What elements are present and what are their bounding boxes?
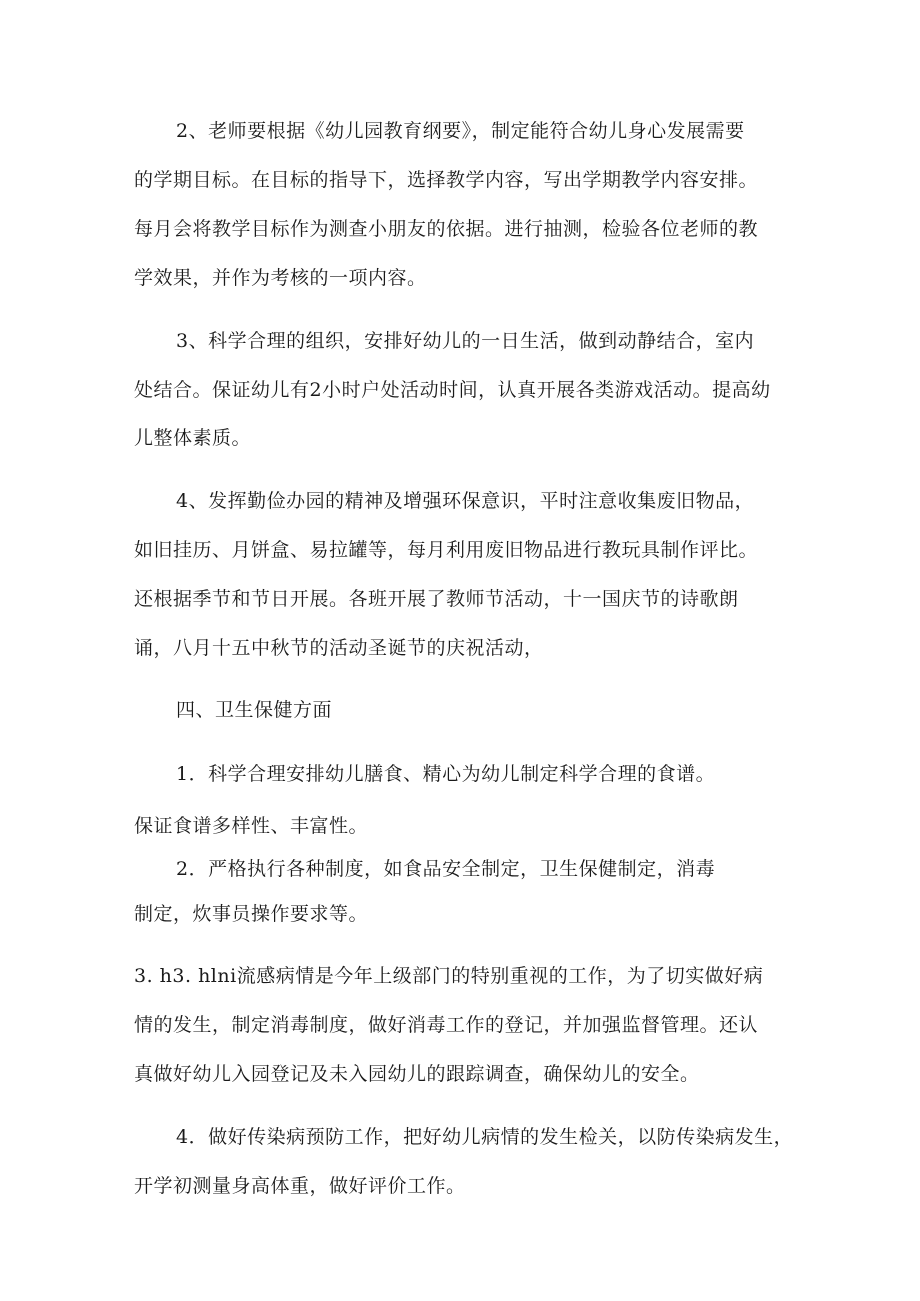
paragraph-line: 3、科学合理的组织，安排好幼儿的一日生活，做到动静结合，室内 (176, 330, 755, 352)
paragraph-line: 2．严格执行各种制度，如食品安全制定，卫生保健制定，消毒 (176, 858, 716, 880)
paragraph-line: 保证食谱多样性、丰富性。 (134, 815, 369, 837)
paragraph-line: 4．做好传染病预防工作，把好幼儿病情的发生检关，以防传染病发生， (176, 1126, 794, 1148)
paragraph-line: 情的发生，制定消毒制度，做好消毒工作的登记，并加强监督管理。还认 (134, 1014, 759, 1036)
paragraph-line: 诵，八月十五中秋节的活动圣诞节的庆祝活动， (134, 637, 544, 659)
paragraph-line: 学效果，并作为考核的一项内容。 (134, 267, 427, 289)
paragraph-line: 制定，炊事员操作要求等。 (134, 903, 369, 925)
paragraph-line: 的学期目标。在目标的指导下，选择教学内容，写出学期教学内容安排。 (134, 169, 759, 191)
paragraph-line: 如旧挂历、月饼盒、易拉罐等，每月利用废旧物品进行教玩具制作评比。 (134, 539, 759, 561)
paragraph-line: 每月会将教学目标作为测查小朋友的依据。进行抽测，检验各位老师的教 (134, 218, 759, 240)
paragraph-line: 还根据季节和节日开展。各班开展了教师节活动，十一国庆节的诗歌朗 (134, 588, 739, 610)
paragraph-line: 开学初测量身高体重，做好评价工作。 (134, 1175, 466, 1197)
paragraph-line: 真做好幼儿入园登记及未入园幼儿的跟踪调查，确保幼儿的安全。 (134, 1063, 700, 1085)
section-heading: 四、卫生保健方面 (176, 699, 333, 721)
paragraph-line: 3. h3. hlni流感病情是今年上级部门的特别重视的工作，为了切实做好病 (134, 965, 764, 987)
paragraph-line: 处结合。保证幼儿有2小时户处活动时间，认真开展各类游戏活动。提高幼 (134, 379, 771, 401)
paragraph-line: 4、发挥勤俭办园的精神及增强环保意识，平时注意收集废旧物品， (176, 490, 755, 512)
paragraph-line: 1．科学合理安排幼儿膳食、精心为幼儿制定科学合理的食谱。 (176, 763, 716, 785)
paragraph-line: 儿整体素质。 (134, 427, 252, 449)
paragraph-line: 2、老师要根据《幼儿园教育纲要》，制定能符合幼儿身心发展需要 (176, 120, 745, 142)
